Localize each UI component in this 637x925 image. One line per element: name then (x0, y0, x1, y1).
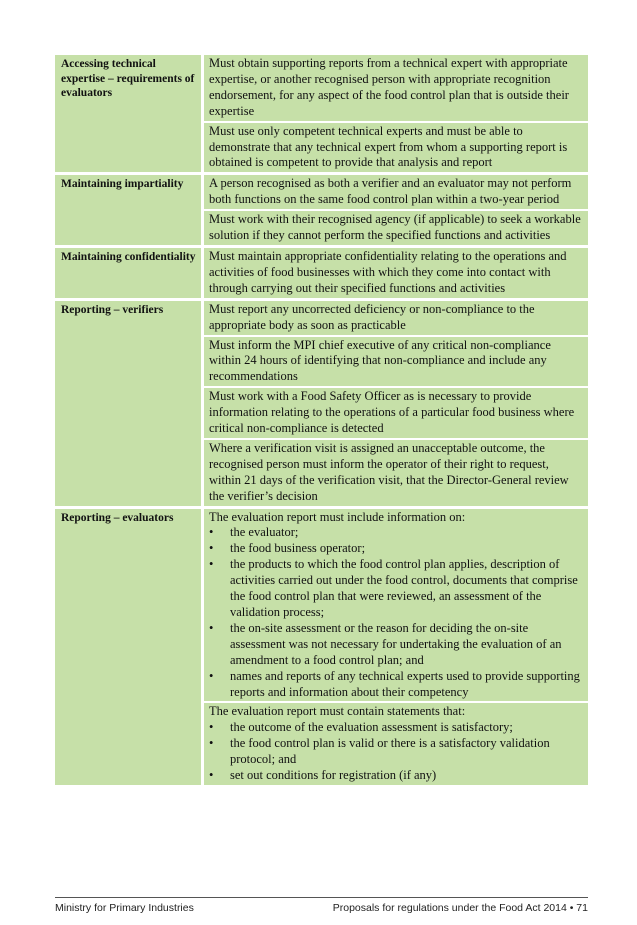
requirement-text: The evaluation report must include information on: (209, 509, 466, 524)
requirement-block (204, 248, 588, 298)
bullet-list (209, 525, 582, 700)
requirement-text: A person recognised as both a verifier and an evaluator may not perform both functions on the same food control plan within a two-year period (209, 176, 572, 207)
requirement-block (204, 55, 588, 121)
table-row (55, 509, 588, 788)
requirements-table-body (55, 55, 588, 788)
requirement-text: Must inform the MPI chief executive of any critical non-compliance within 24 hours of identifying that non-compliance and include any recommendations (209, 337, 551, 384)
bullet-item: • the outcome of the evaluation assessment is satisfactory; (209, 720, 582, 736)
requirement-block (204, 209, 588, 245)
row-label: Accessing technical expertise – requirements of evaluators (55, 55, 204, 175)
table-row (55, 175, 588, 248)
row-label: Reporting – verifiers (55, 301, 204, 509)
bullet-list (209, 720, 582, 784)
footer-page-title: Proposals for regulations under the Food Act 2014 • 71 (332, 902, 588, 914)
requirement-block (204, 335, 588, 387)
requirement-block (204, 301, 588, 335)
requirement-block (204, 121, 588, 173)
bullet-item: • the food control plan is valid or there is a satisfactory validation protocol; and (209, 736, 582, 768)
requirement-block (204, 509, 588, 702)
bullet-item: • names and reports of any technical experts used to provide supporting reports and information about their competency (209, 669, 582, 701)
table-row (55, 248, 588, 301)
bullet-item: • the food business operator; (209, 541, 582, 557)
row-content (204, 175, 588, 248)
requirement-text: Must use only competent technical experts and must be able to demonstrate that any technical expert from whom a supporting report is obtained is competent to provide that analysis and report (209, 123, 568, 170)
requirement-block (204, 438, 588, 506)
bullet-item: • set out conditions for registration (if any) (209, 768, 582, 784)
requirement-text: Must work with their recognised agency (if applicable) to seek a workable solution if they cannot perform the specified functions and activities (209, 212, 581, 243)
requirement-text: Must work with a Food Safety Officer as is necessary to provide information relating to the operations of a particular food business where critical non-compliance is detected (209, 389, 575, 436)
footer-organisation: Ministry for Primary Industries (55, 902, 194, 914)
row-content (204, 248, 588, 301)
row-content (204, 509, 588, 788)
row-content (204, 55, 588, 175)
table-row (55, 301, 588, 509)
requirement-text: Must report any uncorrected deficiency or non-compliance to the appropriate body as soon as practicable (209, 301, 535, 332)
table-row (55, 55, 588, 175)
row-label: Maintaining impartiality (55, 175, 204, 248)
footer-rule (55, 897, 588, 898)
requirement-block (204, 175, 588, 209)
row-label: Maintaining confidentiality (55, 248, 204, 301)
requirements-table (55, 55, 588, 788)
requirement-block (204, 701, 588, 785)
requirement-text: Must obtain supporting reports from a technical expert with appropriate expertise, or another recognised person with appropriate recognition endorsement, for any aspect of the food control plan that is outside their expertise (209, 56, 569, 118)
requirement-block (204, 386, 588, 438)
bullet-item: • the evaluator; (209, 525, 582, 541)
row-label: Reporting – evaluators (55, 509, 204, 788)
bullet-item: • the products to which the food control plan applies, description of activities carried out under the food control, documents that comprise the food control plan that were reviewed, an assessment of the validation process; (209, 557, 582, 621)
row-content (204, 301, 588, 509)
requirement-text: Where a verification visit is assigned an unacceptable outcome, the recognised person must inform the operator of their right to request, within 21 days of the verification visit, that the Director-General review the verifier’s decision (209, 440, 569, 503)
requirement-text: The evaluation report must contain statements that: (209, 704, 466, 719)
requirement-text: Must maintain appropriate confidentiality relating to the operations and activities of food businesses with which they come into contact with through carrying out their specified functions and activities (209, 248, 567, 295)
bullet-item: • the on-site assessment or the reason for deciding the on-site assessment was not necessary for undertaking the evaluation of an amendment to a food control plan; and (209, 621, 582, 669)
